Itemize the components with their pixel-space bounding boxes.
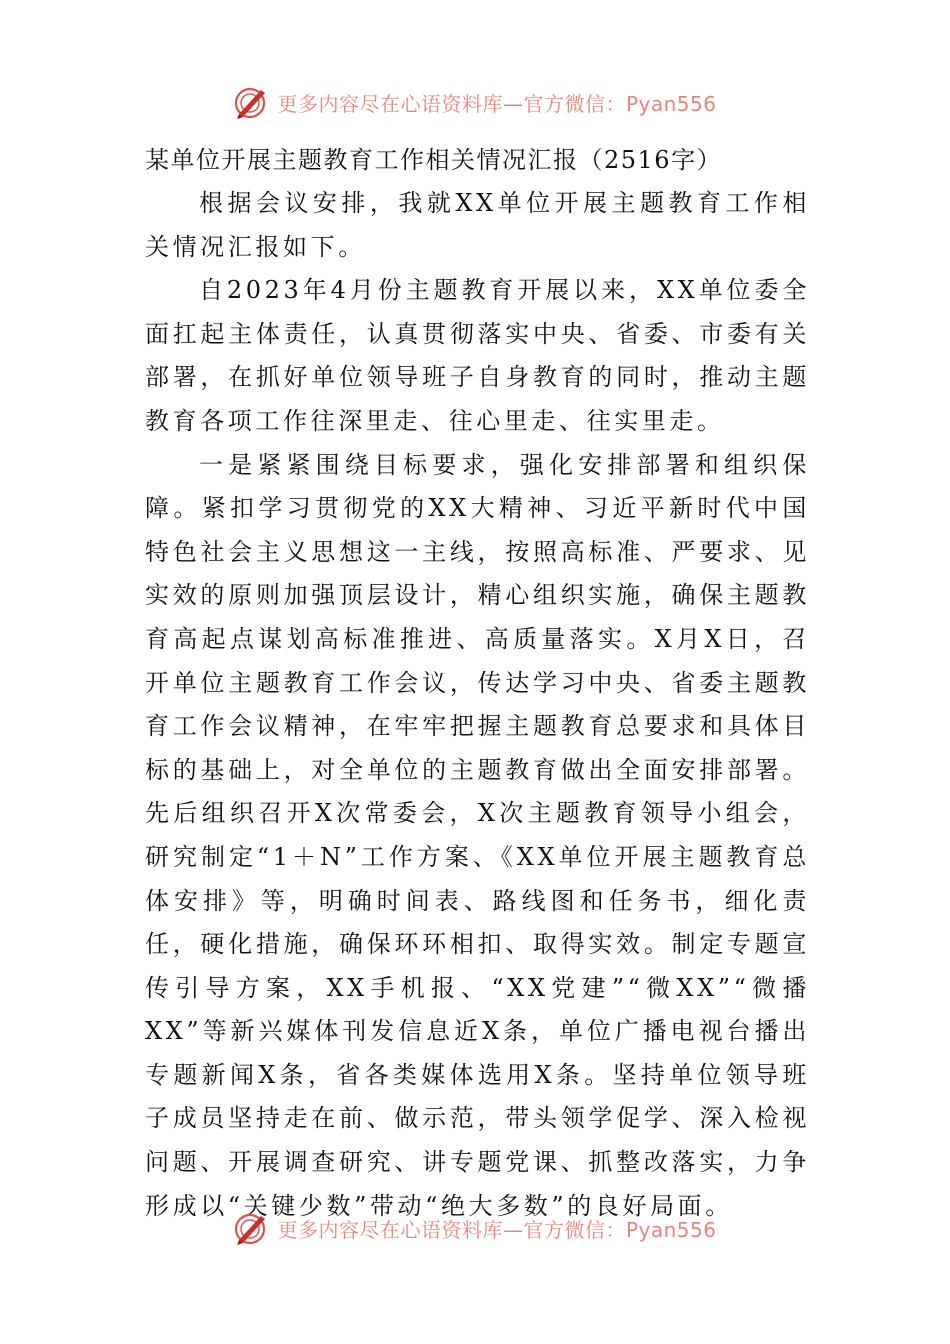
pen-seal-logo-icon: [233, 1210, 269, 1246]
paragraph-intro: 根据会议安排，我就XX单位开展主题教育工作相关情况汇报如下。: [145, 189, 810, 261]
watermark-footer: [0, 1208, 950, 1248]
paragraph-point-one: 一是紧紧围绕目标要求，强化安排部署和组织保障。紧扣学习贯彻党的XX大精神、习近平新时代中国特色社会主义思想这一主线，按照高标准、严要求、见实效的原则加强顶层设计，精心组织实施，确保主题教育高起点谋划高标准推进、高质量落实。X月X日，召开单位主题教育工作会议，传达学习中央、省委主题教育工作会议精神，在牢牢把握主题教育总要求和具体目标的基础上，对全单位的主题教育做出全面安排部署。先后组织召开X次常委会，X次主题教育领导小组会，研究制定“1＋N”工作方案、《XX单位开展主题教育总体安排》等，明确时间表、路线图和任务书，细化责任，硬化措施，确保环环相扣、取得实效。制定专题宣传引导方案，XX手机报、“XX党建”“微XX”“微播XX”等新兴媒体刊发信息近X条，单位广播电视台播出专题新闻X条，省各类媒体选用X条。坚持单位领导班子成员坚持走在前、做示范，带头领学促学、深入检视问题、开展调查研究、讲专题党课、抓整改落实，力争形成以“关键少数”带动“绝大多数”的良好局面。: [145, 450, 810, 1220]
watermark-text: 更多内容尽在心语资料库—官方微信：Pyan556: [277, 1217, 717, 1242]
document-body: [145, 138, 810, 1228]
watermark-header: [0, 82, 950, 122]
document-title: 某单位开展主题教育工作相关情况汇报（2516字）: [145, 146, 723, 174]
paragraph-background: 自2023年4月份主题教育开展以来，XX单位委全面扛起主体责任，认真贯彻落实中央、省委、市委有关部署，在抓好单位领导班子自身教育的同时，推动主题教育各项工作往深里走、往心里走、往实里走。: [145, 276, 810, 435]
pen-seal-logo-icon: [233, 84, 269, 120]
watermark-text: 更多内容尽在心语资料库—官方微信：Pyan556: [277, 91, 717, 116]
